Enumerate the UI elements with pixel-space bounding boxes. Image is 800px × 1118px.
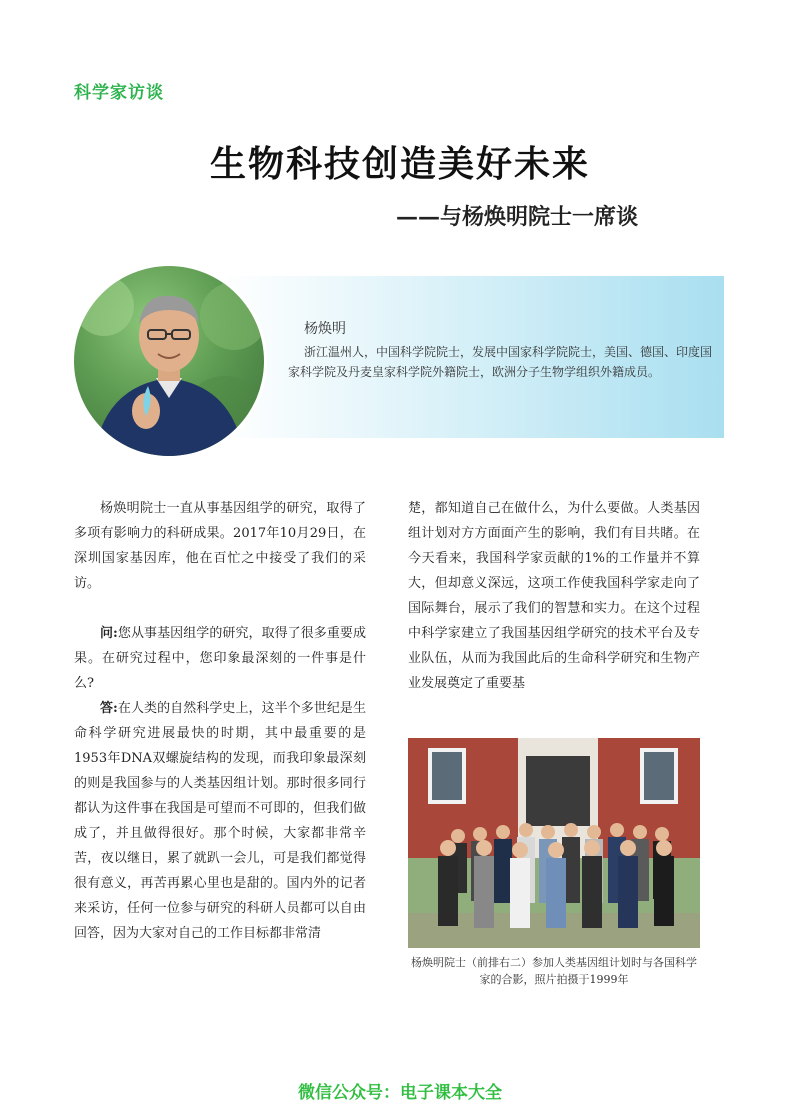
page-title: 生物科技创造美好未来 <box>209 143 590 185</box>
group-photo-illustration <box>408 738 700 948</box>
page-subtitle: ——与杨焕明院士一席谈 <box>395 204 638 230</box>
group-photo <box>408 738 700 948</box>
photo-caption: 杨焕明院士（前排右二）参加人类基因组计划时与各国科学家的合影，照片拍摄于1999年 <box>411 956 697 986</box>
question-label: 问: <box>100 626 118 641</box>
portrait-illustration <box>74 266 264 456</box>
portrait-photo <box>74 266 264 456</box>
answer-continuation: 楚，都知道自己在做什么，为什么要做。人类基因组计划对方方面面产生的影响，我们有目共睹。在今天看来，我国科学家贡献的1%的工作量并不算大，但却意义深远，这项工作使我国科学家走向了国际舞台，展示了我们的智慧和实力。在这个过程中科学家建立了我国基因组学研究的技术平台及专业队伍，从而为我国此后的生命科学研究和生物产业发展奠定了重要基 <box>408 501 700 691</box>
answer-label: 答: <box>100 701 118 716</box>
question-text: 您从事基因组学的研究，取得了很多重要成果。在研究过程中，您印象最深刻的一件事是什么? <box>74 626 366 691</box>
profile-name: 杨焕明 <box>304 321 346 337</box>
section-tag: 科学家访谈 <box>74 83 164 103</box>
answer-text: 在人类的自然科学史上，这半个多世纪是生命科学研究进展最快的时期，其中最重要的是1953年DNA双螺旋结构的发现，而我印象最深刻的则是我国参与的人类基因组计划。那时很多同行都认为这件事在我国是可望而不可即的，但我们做成了，并且做得很好。那个时候，大家都非常辛苦，夜以继日，累了就趴一会儿，可是我们都觉得很有意义，再苦再累心里也是甜的。国内外的记者来采访，任何一位参与研究的科研人员都可以自由回答，因为大家对自己的工作目标都非常清 <box>74 701 366 941</box>
footer-credit: 微信公众号：电子课本大全 <box>298 1083 502 1103</box>
article-right-column <box>408 496 700 696</box>
article-left-column <box>74 496 366 946</box>
answer-1 <box>74 696 366 946</box>
article-intro: 杨焕明院士一直从事基因组学的研究，取得了多项有影响力的科研成果。2017年10月29日，在深圳国家基因库，他在百忙之中接受了我们的采访。 <box>74 501 366 591</box>
question-1 <box>74 621 366 696</box>
profile-bio: 浙江温州人，中国科学院院士，发展中国家科学院院士，美国、德国、印度国家科学院及丹麦皇家科学院外籍院士，欧洲分子生物学组织外籍成员。 <box>288 345 713 379</box>
